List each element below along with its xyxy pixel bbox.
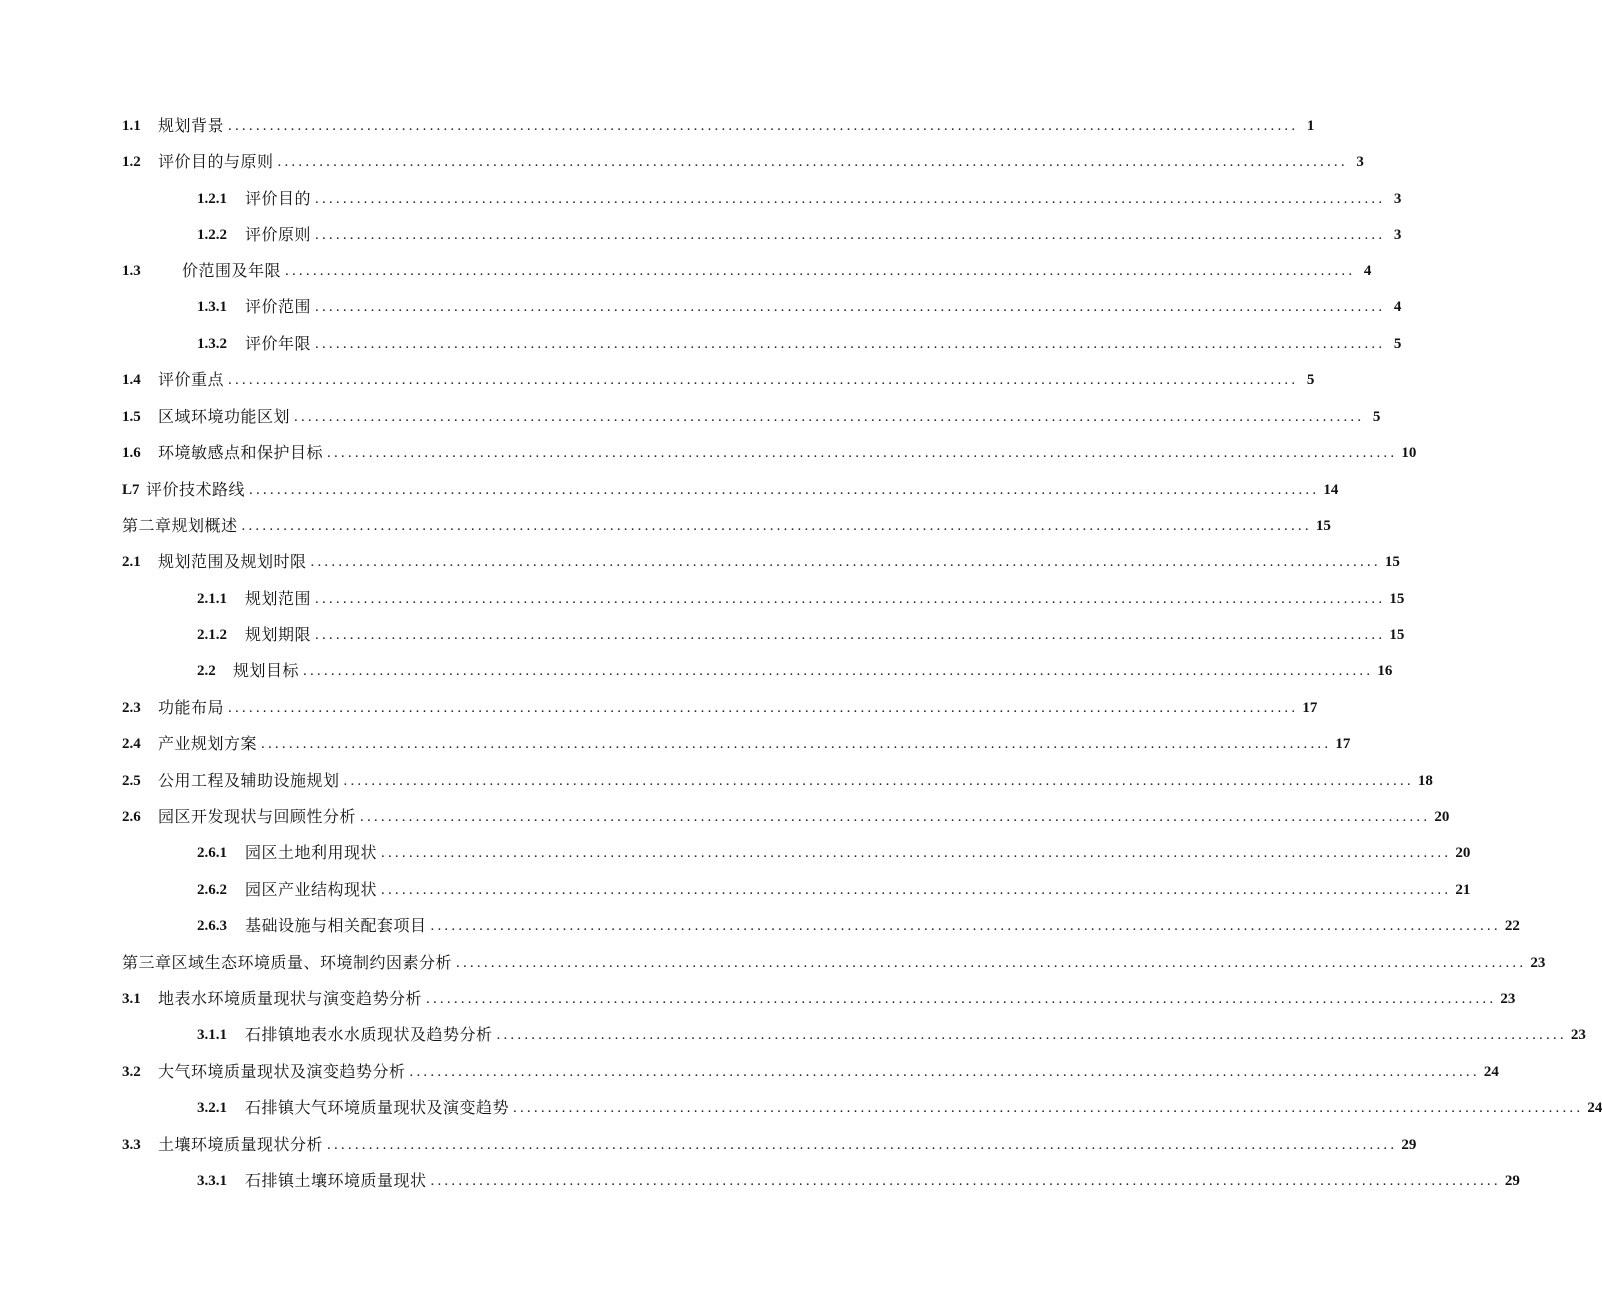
- toc-entry-page: 3: [1393, 191, 1402, 207]
- toc-entry[interactable]: [122, 803, 1450, 827]
- toc-entry-title: 产业规划方案: [158, 734, 258, 753]
- toc-entry-title: 石排镇土壤环境质量现状: [245, 1171, 427, 1190]
- toc-entry-title: 大气环境质量现状及演变趋势分析: [158, 1062, 406, 1081]
- toc-entry-number: 1.4: [122, 372, 141, 388]
- toc-leader-dots: ..........................................................................................................................................................: [343, 773, 1414, 789]
- toc-entry-page: 23: [1570, 1027, 1586, 1043]
- toc-entry-title: 规划范围: [245, 589, 312, 608]
- toc-leader-dots: ..........................................................................................................................................................: [430, 1173, 1501, 1189]
- toc-entry[interactable]: [197, 185, 1402, 209]
- toc-entry[interactable]: [122, 403, 1381, 427]
- toc-entry-number: 2.6: [122, 809, 141, 825]
- toc-leader-dots: ..........................................................................................................................................................: [409, 1064, 1480, 1080]
- toc-entry-title: 园区土地利用现状: [245, 843, 378, 862]
- toc-entry-number: 2.1.1: [197, 591, 227, 607]
- toc-entry[interactable]: [197, 585, 1405, 609]
- toc-entry-page: 14: [1323, 482, 1339, 498]
- toc-entry[interactable]: [197, 1167, 1520, 1191]
- toc-leader-dots: ..........................................................................................................................................................: [315, 627, 1386, 643]
- toc-entry-title: 规划背景: [158, 116, 225, 135]
- toc-entry[interactable]: [122, 112, 1315, 136]
- toc-entry[interactable]: [197, 876, 1471, 900]
- toc-entry[interactable]: [122, 1058, 1499, 1082]
- toc-entry-number: 2.2: [197, 663, 216, 679]
- toc-entry[interactable]: [197, 221, 1402, 245]
- toc-leader-dots: ..........................................................................................................................................................: [285, 263, 1356, 279]
- toc-entry-title: 评价目的与原则: [158, 152, 274, 171]
- toc-entry[interactable]: [122, 548, 1400, 572]
- toc-entry[interactable]: [122, 730, 1351, 754]
- toc-entry-page: 17: [1302, 700, 1318, 716]
- toc-leader-dots: ..........................................................................................................................................................: [430, 918, 1501, 934]
- toc-entry-number: 1.3.2: [197, 336, 227, 352]
- toc-entry-number: 2.6.3: [197, 918, 227, 934]
- toc-entry-number: 2.5: [122, 773, 141, 789]
- toc-leader-dots: ..........................................................................................................................................................: [381, 882, 1452, 898]
- toc-entry-number: 1.3.1: [197, 299, 227, 315]
- toc-entry-number: 1.6: [122, 445, 141, 461]
- toc-entry-title: 地表水环境质量现状与演变趋势分析: [158, 989, 423, 1008]
- toc-entry-page: 17: [1335, 736, 1351, 752]
- toc-leader-dots: ..........................................................................................................................................................: [381, 845, 1452, 861]
- toc-leader-dots: ..........................................................................................................................................................: [249, 482, 1320, 498]
- toc-leader-dots: ..........................................................................................................................................................: [315, 336, 1386, 352]
- toc-entry-page: 24: [1483, 1064, 1499, 1080]
- toc-entry[interactable]: [197, 621, 1405, 645]
- toc-entry[interactable]: [197, 1094, 1602, 1118]
- toc-entry-title: 公用工程及辅助设施规划: [158, 771, 340, 790]
- toc-entry-title: 规划范围及规划时限: [158, 552, 307, 571]
- toc-entry-title: 评价重点: [158, 370, 225, 389]
- toc-entry-title: 评价目的: [245, 189, 312, 208]
- toc-entry-page: 20: [1455, 845, 1471, 861]
- toc-entry-page: 29: [1401, 1137, 1417, 1153]
- toc-leader-dots: ..........................................................................................................................................................: [327, 445, 1398, 461]
- toc-leader-dots: ..........................................................................................................................................................: [303, 663, 1374, 679]
- toc-entry-title: 规划目标: [233, 661, 300, 680]
- toc-entry-number: 3.2.1: [197, 1100, 227, 1116]
- toc-entry-title: 评价年限: [245, 334, 312, 353]
- toc-entry-page: 4: [1363, 263, 1372, 279]
- toc-entry[interactable]: [122, 257, 1372, 281]
- toc-entry-page: 24: [1587, 1100, 1602, 1116]
- toc-entry-number: 1.2.2: [197, 227, 227, 243]
- toc-entry-page: 21: [1455, 882, 1471, 898]
- toc-entry[interactable]: [197, 330, 1402, 354]
- toc-entry[interactable]: [197, 912, 1520, 936]
- toc-entry-number: 2.1.2: [197, 627, 227, 643]
- toc-entry-number: 2.3: [122, 700, 141, 716]
- toc-entry-title: 石排镇大气环境质量现状及演变趋势: [245, 1098, 510, 1117]
- toc-entry[interactable]: [122, 949, 1546, 973]
- toc-entry[interactable]: [122, 476, 1339, 500]
- toc-entry-number: 1.2: [122, 154, 141, 170]
- toc-entry-number: 2.4: [122, 736, 141, 752]
- toc-entry[interactable]: [197, 1021, 1586, 1045]
- toc-entry[interactable]: [197, 293, 1402, 317]
- toc-entry-number: 3.1: [122, 991, 141, 1007]
- toc-entry-title: 石排镇地表水水质现状及趋势分析: [245, 1025, 493, 1044]
- toc-leader-dots: ..........................................................................................................................................................: [228, 372, 1299, 388]
- toc-entry-title: 评价范围: [245, 297, 312, 316]
- toc-entry-page: 20: [1434, 809, 1450, 825]
- toc-entry-page: 5: [1306, 372, 1315, 388]
- toc-leader-dots: ..........................................................................................................................................................: [426, 991, 1497, 1007]
- toc-leader-dots: ..........................................................................................................................................................: [315, 591, 1386, 607]
- toc-entry-page: 10: [1401, 445, 1417, 461]
- toc-entry-page: 4: [1393, 299, 1402, 315]
- toc-entry-title: 第二章规划概述: [122, 516, 238, 535]
- toc-entry-title: 功能布局: [158, 698, 225, 717]
- toc-entry-title: 价范围及年限: [182, 261, 282, 280]
- toc-entry-title: 园区产业结构现状: [245, 880, 378, 899]
- toc-entry-page: 22: [1504, 918, 1520, 934]
- toc-leader-dots: ..........................................................................................................................................................: [228, 118, 1299, 134]
- toc-entry-page: 29: [1504, 1173, 1520, 1189]
- toc-entry-title: 评价技术路线: [146, 480, 246, 499]
- toc-entry-number: 1.1: [122, 118, 141, 134]
- toc-leader-dots: ..........................................................................................................................................................: [294, 409, 1365, 425]
- toc-entry-title: 环境敏感点和保护目标: [158, 443, 324, 462]
- toc-entry-title: 评价原则: [245, 225, 312, 244]
- toc-entry[interactable]: [122, 985, 1516, 1009]
- toc-entry-page: 3: [1356, 154, 1364, 170]
- toc-entry-title: 区域环境功能区划: [158, 407, 291, 426]
- toc-entry-page: 5: [1372, 409, 1381, 425]
- toc-leader-dots: ..........................................................................................................................................................: [315, 227, 1386, 243]
- toc-entry-page: 15: [1389, 591, 1405, 607]
- toc-entry-number: 2.6.2: [197, 882, 227, 898]
- toc-leader-dots: ..........................................................................................................................................................: [315, 299, 1386, 315]
- toc-entry-page: 18: [1417, 773, 1433, 789]
- toc-leader-dots: ..........................................................................................................................................................: [513, 1100, 1584, 1116]
- toc-leader-dots: ..........................................................................................................................................................: [228, 700, 1299, 716]
- toc-entry[interactable]: [122, 439, 1417, 463]
- toc-leader-dots: ..........................................................................................................................................................: [241, 518, 1312, 534]
- toc-entry[interactable]: [122, 767, 1433, 791]
- toc-entry[interactable]: [197, 839, 1471, 863]
- toc-leader-dots: ..........................................................................................................................................................: [315, 191, 1386, 207]
- toc-leader-dots: ..........................................................................................................................................................: [327, 1137, 1398, 1153]
- toc-entry-title: 园区开发现状与回顾性分析: [158, 807, 357, 826]
- toc-entry-number: 3.3: [122, 1137, 141, 1153]
- toc-entry[interactable]: [122, 1131, 1417, 1155]
- toc-entry-number: 2.6.1: [197, 845, 227, 861]
- toc-entry-page: 5: [1393, 336, 1402, 352]
- toc-entry-number: 2.1: [122, 554, 141, 570]
- toc-entry-page: 15: [1315, 518, 1331, 534]
- toc-entry-number: 1.5: [122, 409, 141, 425]
- toc-entry-page: 3: [1393, 227, 1402, 243]
- toc-entry-number: 1.3: [122, 263, 141, 279]
- toc-entry-title: 土壤环境质量现状分析: [158, 1135, 324, 1154]
- toc-leader-dots: ..........................................................................................................................................................: [310, 554, 1381, 570]
- toc-entry[interactable]: [122, 366, 1315, 390]
- toc-leader-dots: ..........................................................................................................................................................: [277, 154, 1348, 170]
- toc-entry-page: 23: [1530, 955, 1546, 971]
- toc-entry-title: 第三章区域生态环境质量、环境制约因素分析: [122, 953, 453, 972]
- toc-entry-page: 16: [1377, 663, 1393, 679]
- toc-entry-number: 3.1.1: [197, 1027, 227, 1043]
- toc-entry-page: 23: [1500, 991, 1516, 1007]
- toc-entry-number: 3.3.1: [197, 1173, 227, 1189]
- toc-entry-page: 15: [1384, 554, 1400, 570]
- toc-entry[interactable]: [197, 657, 1393, 681]
- toc-entry-number: L7: [122, 482, 140, 498]
- toc-leader-dots: ..........................................................................................................................................................: [261, 736, 1332, 752]
- toc-entry-title: 基础设施与相关配套项目: [245, 916, 427, 935]
- toc-leader-dots: ..........................................................................................................................................................: [360, 809, 1431, 825]
- toc-entry-page: 15: [1389, 627, 1405, 643]
- toc-leader-dots: ..........................................................................................................................................................: [496, 1027, 1567, 1043]
- toc-entry[interactable]: [122, 148, 1364, 172]
- toc-entry-page: 1: [1306, 118, 1315, 134]
- toc-entry-number: 3.2: [122, 1064, 141, 1080]
- toc-entry[interactable]: [122, 694, 1318, 718]
- toc-entry-number: 1.2.1: [197, 191, 227, 207]
- toc-entry[interactable]: [122, 512, 1331, 536]
- toc-leader-dots: ..........................................................................................................................................................: [456, 955, 1527, 971]
- toc-entry-title: 规划期限: [245, 625, 312, 644]
